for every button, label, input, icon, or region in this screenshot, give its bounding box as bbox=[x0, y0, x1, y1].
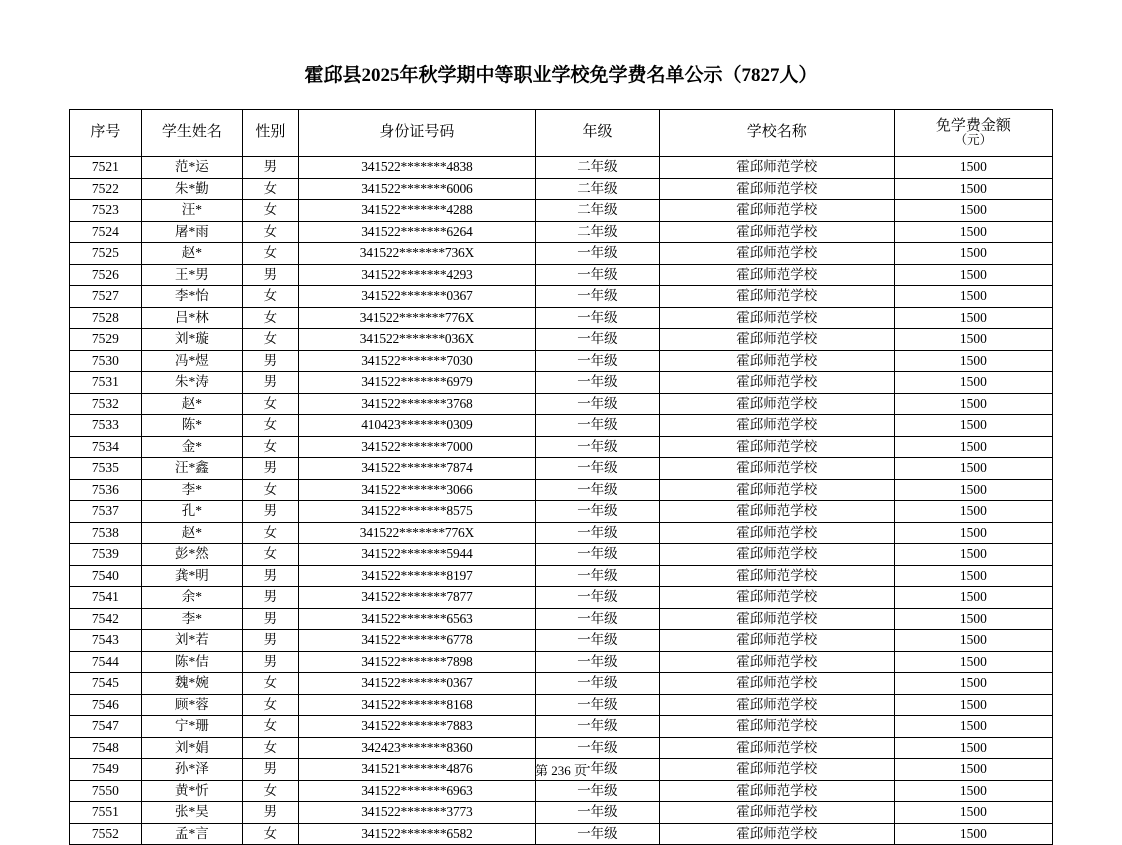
cell-gender: 女 bbox=[243, 286, 299, 308]
cell-school-name: 霍邱师范学校 bbox=[659, 608, 894, 630]
column-header-amount-main: 免学费金额 bbox=[935, 117, 1011, 134]
cell-seq: 7551 bbox=[70, 802, 142, 824]
table-row bbox=[70, 802, 1053, 824]
cell-student-name: 彭*然 bbox=[141, 544, 242, 566]
cell-seq: 7529 bbox=[70, 329, 142, 351]
table-row bbox=[70, 350, 1053, 372]
table-row bbox=[70, 544, 1053, 566]
cell-seq: 7535 bbox=[70, 458, 142, 480]
cell-school-name: 霍邱师范学校 bbox=[659, 823, 894, 845]
cell-id-number: 341522*******3773 bbox=[298, 802, 535, 824]
cell-grade: 一年级 bbox=[536, 479, 660, 501]
cell-id-number: 341521*******4876 bbox=[298, 759, 535, 781]
cell-id-number: 341522*******7898 bbox=[298, 651, 535, 673]
cell-amount: 1500 bbox=[894, 200, 1052, 222]
table-row bbox=[70, 737, 1053, 759]
table-row bbox=[70, 436, 1053, 458]
cell-seq: 7541 bbox=[70, 587, 142, 609]
column-header-name: 学生姓名 bbox=[141, 110, 242, 157]
table-row bbox=[70, 178, 1053, 200]
cell-grade: 二年级 bbox=[536, 157, 660, 179]
cell-grade: 一年级 bbox=[536, 415, 660, 437]
cell-gender: 男 bbox=[243, 350, 299, 372]
cell-school-name: 霍邱师范学校 bbox=[659, 501, 894, 523]
cell-school-name: 霍邱师范学校 bbox=[659, 393, 894, 415]
cell-seq: 7524 bbox=[70, 221, 142, 243]
cell-student-name: 陈*佶 bbox=[141, 651, 242, 673]
cell-amount: 1500 bbox=[894, 802, 1052, 824]
cell-student-name: 汪*鑫 bbox=[141, 458, 242, 480]
table-body bbox=[70, 157, 1053, 845]
cell-student-name: 刘*若 bbox=[141, 630, 242, 652]
cell-id-number: 341522*******8168 bbox=[298, 694, 535, 716]
cell-grade: 一年级 bbox=[536, 501, 660, 523]
cell-student-name: 李* bbox=[141, 479, 242, 501]
cell-id-number: 341522*******6778 bbox=[298, 630, 535, 652]
table-row bbox=[70, 780, 1053, 802]
cell-id-number: 341522*******7883 bbox=[298, 716, 535, 738]
cell-id-number: 341522*******7000 bbox=[298, 436, 535, 458]
cell-student-name: 龚*明 bbox=[141, 565, 242, 587]
cell-grade: 一年级 bbox=[536, 802, 660, 824]
cell-grade: 一年级 bbox=[536, 458, 660, 480]
table-row bbox=[70, 694, 1053, 716]
cell-school-name: 霍邱师范学校 bbox=[659, 522, 894, 544]
table-row bbox=[70, 479, 1053, 501]
cell-amount: 1500 bbox=[894, 673, 1052, 695]
cell-grade: 一年级 bbox=[536, 243, 660, 265]
cell-grade: 一年级 bbox=[536, 608, 660, 630]
cell-id-number: 341522*******4293 bbox=[298, 264, 535, 286]
cell-school-name: 霍邱师范学校 bbox=[659, 716, 894, 738]
cell-gender: 女 bbox=[243, 544, 299, 566]
cell-gender: 女 bbox=[243, 415, 299, 437]
cell-school-name: 霍邱师范学校 bbox=[659, 651, 894, 673]
cell-seq: 7533 bbox=[70, 415, 142, 437]
cell-school-name: 霍邱师范学校 bbox=[659, 307, 894, 329]
cell-seq: 7521 bbox=[70, 157, 142, 179]
cell-amount: 1500 bbox=[894, 372, 1052, 394]
cell-grade: 一年级 bbox=[536, 372, 660, 394]
cell-gender: 男 bbox=[243, 608, 299, 630]
cell-seq: 7542 bbox=[70, 608, 142, 630]
cell-student-name: 陈* bbox=[141, 415, 242, 437]
cell-id-number: 410423*******0309 bbox=[298, 415, 535, 437]
cell-amount: 1500 bbox=[894, 522, 1052, 544]
cell-school-name: 霍邱师范学校 bbox=[659, 264, 894, 286]
table-row bbox=[70, 501, 1053, 523]
cell-gender: 女 bbox=[243, 393, 299, 415]
cell-amount: 1500 bbox=[894, 329, 1052, 351]
cell-gender: 女 bbox=[243, 694, 299, 716]
cell-grade: 二年级 bbox=[536, 221, 660, 243]
tuition-waiver-table bbox=[69, 109, 1053, 845]
column-header-grade: 年级 bbox=[536, 110, 660, 157]
cell-student-name: 黄*忻 bbox=[141, 780, 242, 802]
cell-school-name: 霍邱师范学校 bbox=[659, 200, 894, 222]
table-row bbox=[70, 200, 1053, 222]
cell-seq: 7530 bbox=[70, 350, 142, 372]
cell-seq: 7532 bbox=[70, 393, 142, 415]
cell-id-number: 341522*******6264 bbox=[298, 221, 535, 243]
cell-amount: 1500 bbox=[894, 221, 1052, 243]
cell-student-name: 顾*蓉 bbox=[141, 694, 242, 716]
cell-amount: 1500 bbox=[894, 759, 1052, 781]
cell-seq: 7552 bbox=[70, 823, 142, 845]
cell-amount: 1500 bbox=[894, 243, 1052, 265]
cell-gender: 男 bbox=[243, 458, 299, 480]
cell-id-number: 341522*******7030 bbox=[298, 350, 535, 372]
cell-grade: 一年级 bbox=[536, 823, 660, 845]
cell-id-number: 341522*******4288 bbox=[298, 200, 535, 222]
cell-student-name: 李* bbox=[141, 608, 242, 630]
cell-student-name: 冯*煜 bbox=[141, 350, 242, 372]
cell-amount: 1500 bbox=[894, 436, 1052, 458]
cell-student-name: 金* bbox=[141, 436, 242, 458]
cell-gender: 女 bbox=[243, 780, 299, 802]
cell-seq: 7547 bbox=[70, 716, 142, 738]
cell-seq: 7540 bbox=[70, 565, 142, 587]
cell-school-name: 霍邱师范学校 bbox=[659, 243, 894, 265]
cell-gender: 男 bbox=[243, 651, 299, 673]
cell-student-name: 赵* bbox=[141, 393, 242, 415]
table-row bbox=[70, 372, 1053, 394]
page-footer: 第 236 页 bbox=[534, 763, 587, 778]
cell-amount: 1500 bbox=[894, 716, 1052, 738]
cell-gender: 男 bbox=[243, 759, 299, 781]
cell-student-name: 赵* bbox=[141, 522, 242, 544]
cell-amount: 1500 bbox=[894, 393, 1052, 415]
table-row bbox=[70, 823, 1053, 845]
cell-id-number: 341522*******8197 bbox=[298, 565, 535, 587]
table-row bbox=[70, 221, 1053, 243]
cell-gender: 女 bbox=[243, 737, 299, 759]
cell-grade: 一年级 bbox=[536, 651, 660, 673]
cell-amount: 1500 bbox=[894, 737, 1052, 759]
cell-id-number: 341522*******6963 bbox=[298, 780, 535, 802]
cell-grade: 一年级 bbox=[536, 522, 660, 544]
cell-school-name: 霍邱师范学校 bbox=[659, 587, 894, 609]
cell-amount: 1500 bbox=[894, 178, 1052, 200]
cell-school-name: 霍邱师范学校 bbox=[659, 802, 894, 824]
column-header-school: 学校名称 bbox=[659, 110, 894, 157]
cell-id-number: 341522*******6006 bbox=[298, 178, 535, 200]
cell-gender: 女 bbox=[243, 200, 299, 222]
cell-amount: 1500 bbox=[894, 264, 1052, 286]
cell-amount: 1500 bbox=[894, 458, 1052, 480]
cell-id-number: 341522*******776X bbox=[298, 522, 535, 544]
cell-school-name: 霍邱师范学校 bbox=[659, 630, 894, 652]
table-header-row bbox=[70, 110, 1053, 157]
cell-school-name: 霍邱师范学校 bbox=[659, 286, 894, 308]
cell-student-name: 宁*珊 bbox=[141, 716, 242, 738]
cell-amount: 1500 bbox=[894, 479, 1052, 501]
cell-student-name: 孟*言 bbox=[141, 823, 242, 845]
cell-grade: 一年级 bbox=[536, 737, 660, 759]
cell-grade: 一年级 bbox=[536, 544, 660, 566]
cell-student-name: 汪* bbox=[141, 200, 242, 222]
cell-seq: 7544 bbox=[70, 651, 142, 673]
table-row bbox=[70, 264, 1053, 286]
cell-seq: 7545 bbox=[70, 673, 142, 695]
column-header-sex: 性别 bbox=[243, 110, 299, 157]
cell-seq: 7528 bbox=[70, 307, 142, 329]
cell-school-name: 霍邱师范学校 bbox=[659, 759, 894, 781]
cell-amount: 1500 bbox=[894, 307, 1052, 329]
cell-school-name: 霍邱师范学校 bbox=[659, 436, 894, 458]
cell-school-name: 霍邱师范学校 bbox=[659, 780, 894, 802]
cell-seq: 7548 bbox=[70, 737, 142, 759]
table-row bbox=[70, 522, 1053, 544]
cell-gender: 女 bbox=[243, 479, 299, 501]
cell-student-name: 范*运 bbox=[141, 157, 242, 179]
cell-id-number: 341522*******4838 bbox=[298, 157, 535, 179]
cell-seq: 7549 bbox=[70, 759, 142, 781]
cell-school-name: 霍邱师范学校 bbox=[659, 415, 894, 437]
cell-grade: 一年级 bbox=[536, 307, 660, 329]
cell-gender: 男 bbox=[243, 630, 299, 652]
cell-seq: 7525 bbox=[70, 243, 142, 265]
cell-gender: 女 bbox=[243, 221, 299, 243]
cell-school-name: 霍邱师范学校 bbox=[659, 458, 894, 480]
cell-amount: 1500 bbox=[894, 350, 1052, 372]
cell-id-number: 342423*******8360 bbox=[298, 737, 535, 759]
cell-amount: 1500 bbox=[894, 587, 1052, 609]
cell-amount: 1500 bbox=[894, 630, 1052, 652]
table-row bbox=[70, 587, 1053, 609]
cell-student-name: 王*男 bbox=[141, 264, 242, 286]
cell-gender: 女 bbox=[243, 716, 299, 738]
cell-student-name: 余* bbox=[141, 587, 242, 609]
cell-id-number: 341522*******5944 bbox=[298, 544, 535, 566]
cell-gender: 男 bbox=[243, 264, 299, 286]
table-row bbox=[70, 243, 1053, 265]
cell-gender: 女 bbox=[243, 436, 299, 458]
cell-gender: 男 bbox=[243, 565, 299, 587]
cell-id-number: 341522*******736X bbox=[298, 243, 535, 265]
cell-seq: 7538 bbox=[70, 522, 142, 544]
cell-school-name: 霍邱师范学校 bbox=[659, 329, 894, 351]
table-row bbox=[70, 286, 1053, 308]
cell-student-name: 赵* bbox=[141, 243, 242, 265]
cell-gender: 男 bbox=[243, 372, 299, 394]
cell-gender: 男 bbox=[243, 587, 299, 609]
cell-gender: 女 bbox=[243, 178, 299, 200]
cell-school-name: 霍邱师范学校 bbox=[659, 221, 894, 243]
cell-grade: 一年级 bbox=[536, 565, 660, 587]
table-row bbox=[70, 393, 1053, 415]
cell-grade: 一年级 bbox=[536, 286, 660, 308]
cell-gender: 女 bbox=[243, 673, 299, 695]
cell-seq: 7523 bbox=[70, 200, 142, 222]
cell-school-name: 霍邱师范学校 bbox=[659, 737, 894, 759]
cell-grade: 一年级 bbox=[536, 436, 660, 458]
table-row bbox=[70, 329, 1053, 351]
cell-grade: 一年级 bbox=[536, 780, 660, 802]
table-row bbox=[70, 673, 1053, 695]
cell-student-name: 刘*璇 bbox=[141, 329, 242, 351]
cell-seq: 7522 bbox=[70, 178, 142, 200]
cell-grade: 一年级 bbox=[536, 759, 660, 781]
cell-school-name: 霍邱师范学校 bbox=[659, 479, 894, 501]
column-header-amount-unit: （元） bbox=[954, 133, 993, 148]
cell-id-number: 341522*******6563 bbox=[298, 608, 535, 630]
cell-student-name: 屠*雨 bbox=[141, 221, 242, 243]
cell-grade: 一年级 bbox=[536, 694, 660, 716]
cell-id-number: 341522*******776X bbox=[298, 307, 535, 329]
cell-amount: 1500 bbox=[894, 608, 1052, 630]
cell-school-name: 霍邱师范学校 bbox=[659, 350, 894, 372]
cell-id-number: 341522*******036X bbox=[298, 329, 535, 351]
table-row bbox=[70, 565, 1053, 587]
cell-seq: 7539 bbox=[70, 544, 142, 566]
table-row bbox=[70, 458, 1053, 480]
cell-grade: 一年级 bbox=[536, 630, 660, 652]
cell-id-number: 341522*******7874 bbox=[298, 458, 535, 480]
cell-amount: 1500 bbox=[894, 415, 1052, 437]
cell-school-name: 霍邱师范学校 bbox=[659, 178, 894, 200]
cell-student-name: 李*怡 bbox=[141, 286, 242, 308]
page-title: 霍邱县2025年秋学期中等职业学校免学费名单公示（7827人） bbox=[304, 65, 818, 86]
table-row bbox=[70, 307, 1053, 329]
cell-grade: 一年级 bbox=[536, 716, 660, 738]
cell-gender: 女 bbox=[243, 307, 299, 329]
cell-school-name: 霍邱师范学校 bbox=[659, 157, 894, 179]
cell-seq: 7526 bbox=[70, 264, 142, 286]
cell-seq: 7536 bbox=[70, 479, 142, 501]
cell-amount: 1500 bbox=[894, 501, 1052, 523]
cell-seq: 7531 bbox=[70, 372, 142, 394]
cell-seq: 7537 bbox=[70, 501, 142, 523]
cell-student-name: 朱*涛 bbox=[141, 372, 242, 394]
cell-school-name: 霍邱师范学校 bbox=[659, 544, 894, 566]
cell-amount: 1500 bbox=[894, 780, 1052, 802]
cell-gender: 男 bbox=[243, 802, 299, 824]
cell-gender: 女 bbox=[243, 329, 299, 351]
cell-grade: 一年级 bbox=[536, 350, 660, 372]
cell-student-name: 刘*娟 bbox=[141, 737, 242, 759]
column-header-id: 身份证号码 bbox=[298, 110, 535, 157]
cell-seq: 7546 bbox=[70, 694, 142, 716]
cell-seq: 7534 bbox=[70, 436, 142, 458]
table-row bbox=[70, 157, 1053, 179]
table-row bbox=[70, 651, 1053, 673]
cell-grade: 一年级 bbox=[536, 393, 660, 415]
cell-id-number: 341522*******0367 bbox=[298, 286, 535, 308]
cell-id-number: 341522*******7877 bbox=[298, 587, 535, 609]
cell-seq: 7527 bbox=[70, 286, 142, 308]
cell-student-name: 吕*林 bbox=[141, 307, 242, 329]
cell-school-name: 霍邱师范学校 bbox=[659, 565, 894, 587]
cell-grade: 一年级 bbox=[536, 264, 660, 286]
cell-id-number: 341522*******3066 bbox=[298, 479, 535, 501]
column-header-amount bbox=[894, 110, 1052, 157]
table-container bbox=[0, 109, 1122, 845]
cell-id-number: 341522*******6582 bbox=[298, 823, 535, 845]
table-row bbox=[70, 716, 1053, 738]
table-row bbox=[70, 608, 1053, 630]
cell-gender: 女 bbox=[243, 243, 299, 265]
cell-grade: 二年级 bbox=[536, 178, 660, 200]
table-header bbox=[70, 110, 1053, 157]
cell-amount: 1500 bbox=[894, 544, 1052, 566]
cell-seq: 7543 bbox=[70, 630, 142, 652]
cell-school-name: 霍邱师范学校 bbox=[659, 694, 894, 716]
cell-amount: 1500 bbox=[894, 651, 1052, 673]
cell-id-number: 341522*******6979 bbox=[298, 372, 535, 394]
cell-amount: 1500 bbox=[894, 823, 1052, 845]
cell-student-name: 魏*婉 bbox=[141, 673, 242, 695]
cell-id-number: 341522*******0367 bbox=[298, 673, 535, 695]
cell-student-name: 朱*勤 bbox=[141, 178, 242, 200]
cell-id-number: 341522*******8575 bbox=[298, 501, 535, 523]
cell-student-name: 张*昊 bbox=[141, 802, 242, 824]
cell-grade: 一年级 bbox=[536, 329, 660, 351]
cell-amount: 1500 bbox=[894, 286, 1052, 308]
cell-gender: 女 bbox=[243, 522, 299, 544]
cell-id-number: 341522*******3768 bbox=[298, 393, 535, 415]
cell-grade: 二年级 bbox=[536, 200, 660, 222]
cell-gender: 男 bbox=[243, 501, 299, 523]
column-header-seq: 序号 bbox=[70, 110, 142, 157]
cell-school-name: 霍邱师范学校 bbox=[659, 372, 894, 394]
cell-amount: 1500 bbox=[894, 157, 1052, 179]
table-row bbox=[70, 630, 1053, 652]
table-row bbox=[70, 415, 1053, 437]
cell-gender: 女 bbox=[243, 823, 299, 845]
cell-amount: 1500 bbox=[894, 694, 1052, 716]
cell-grade: 一年级 bbox=[536, 587, 660, 609]
cell-amount: 1500 bbox=[894, 565, 1052, 587]
cell-seq: 7550 bbox=[70, 780, 142, 802]
cell-grade: 一年级 bbox=[536, 673, 660, 695]
cell-school-name: 霍邱师范学校 bbox=[659, 673, 894, 695]
cell-student-name: 孙*泽 bbox=[141, 759, 242, 781]
cell-student-name: 孔* bbox=[141, 501, 242, 523]
cell-gender: 男 bbox=[243, 157, 299, 179]
